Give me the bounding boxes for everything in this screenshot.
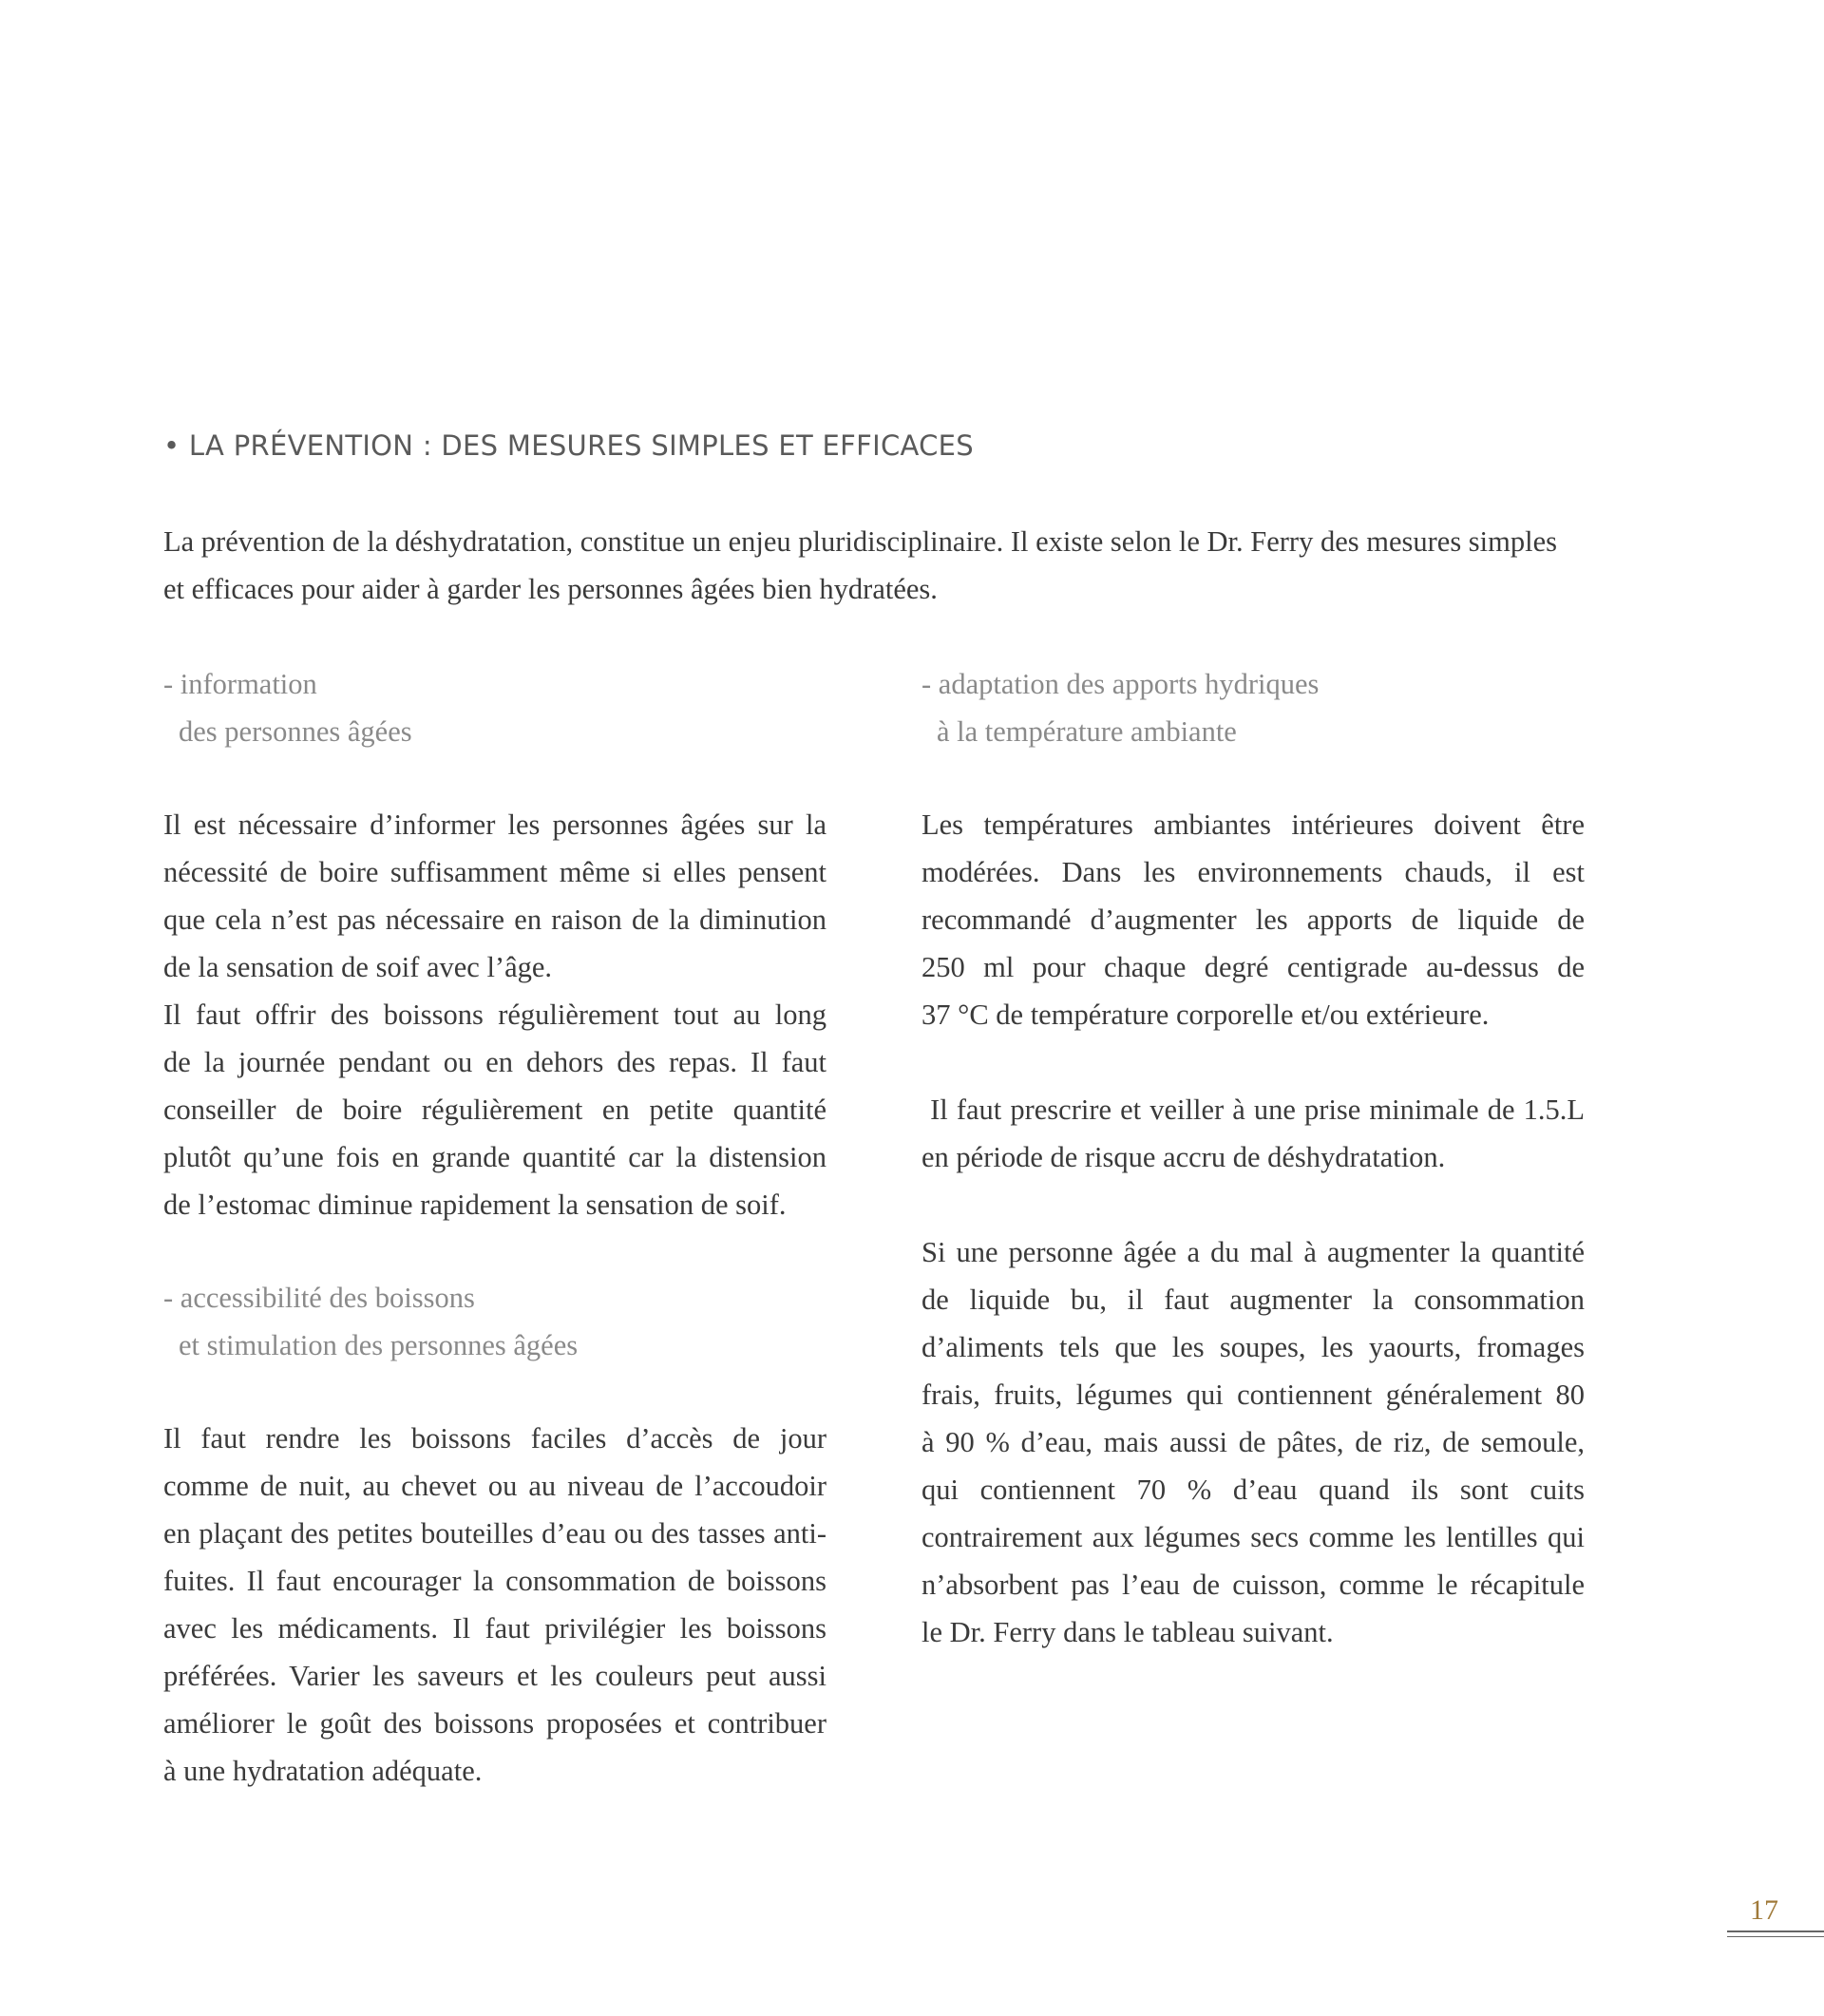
text-line: Il faut offrir des boissons régulièrement tout au long [163,998,826,1031]
text-line: Il est nécessaire d’informer les personnes âgées sur la [163,808,826,841]
text-line: de liquide bu, il faut augmenter la consommation [922,1284,1585,1316]
paragraph-information [163,801,826,1228]
text-line: contrairement aux légumes secs comme les lentilles qui [922,1521,1585,1553]
text-line: nécessité de boire suffisamment même si elles pensent [163,856,826,888]
spacer [922,1038,1585,1086]
text-line: n’absorbent pas l’eau de cuisson, comme le récapitule [922,1569,1585,1601]
subheading-line: et stimulation des personnes âgées [179,1329,579,1361]
text-line: recommandé d’augmenter les apports de liquide de [922,903,1585,936]
text-line: 37 °C de température corporelle et/ou extérieure. [922,998,1490,1031]
section-heading: • LA PRÉVENTION : DES MESURES SIMPLES ET EFFICACES [163,429,974,462]
right-column [922,660,1585,1656]
subheading-information [163,660,826,755]
text-line: Il faut rendre les boissons faciles d’accès de jour [163,1422,826,1455]
paragraph-accessibility [163,1415,826,1795]
text-line: conseiller de boire régulièrement en petite quantité [163,1094,826,1126]
text-line: Les températures ambiantes intérieures doivent être [922,808,1585,841]
subheading-line: - accessibilité des boissons [163,1282,475,1314]
spacer [163,1228,826,1274]
text-line: qui contiennent 70 % d’eau quand ils sont cuits [922,1474,1585,1506]
spacer [163,1369,826,1415]
paragraph-food-intake [922,1228,1585,1656]
subheading-line: - adaptation des apports hydriques [922,668,1320,700]
text-line: frais, fruits, légumes qui contiennent généralement 80 [922,1379,1585,1411]
intro-paragraph [163,518,1588,613]
text-line: avec les médicaments. Il faut privilégier les boissons [163,1612,826,1645]
paragraph-minimum-intake [922,1086,1585,1181]
text-line: en période de risque accru de déshydratation. [922,1141,1446,1173]
spacer [163,755,826,801]
text-line: à une hydratation adéquate. [163,1755,483,1787]
subheading-line: des personnes âgées [179,715,412,748]
paragraph-temperature [922,801,1585,1038]
text-line: 250 ml pour chaque degré centigrade au-dessus de [922,951,1585,983]
spacer [922,1181,1585,1228]
text-line: de la journée pendant ou en dehors des repas. Il faut [163,1046,826,1078]
footer-rule [1727,1930,1824,1932]
text-line: comme de nuit, au chevet ou au niveau de l’accoudoir [163,1470,826,1502]
left-column [163,660,826,1795]
spacer [922,755,1585,801]
subheading-line: à la température ambiante [937,715,1237,748]
text-line: le Dr. Ferry dans le tableau suivant. [922,1616,1334,1648]
text-line: à 90 % d’eau, mais aussi de pâtes, de riz, de semoule, [922,1426,1585,1458]
text-line: de la sensation de soif avec l’âge. [163,951,553,983]
text-line: modérées. Dans les environnements chauds, il est [922,856,1585,888]
text-line: préférées. Varier les saveurs et les couleurs peut aussi [163,1660,826,1692]
text-line: d’aliments tels que les soupes, les yaourts, fromages [922,1331,1585,1363]
intro-line: La prévention de la déshydratation, constitue un enjeu pluridisciplinaire. Il existe selon le Dr. Ferry des mesures simples [163,525,1558,558]
text-line: de l’estomac diminue rapidement la sensation de soif. [163,1189,787,1221]
subheading-temperature [922,660,1585,755]
text-line: Si une personne âgée a du mal à augmenter la quantité [922,1236,1585,1268]
text-line: en plaçant des petites bouteilles d’eau ou des tasses anti- [163,1517,826,1550]
subheading-line: - information [163,668,317,700]
intro-line: et efficaces pour aider à garder les personnes âgées bien hydratées. [163,573,938,605]
page-number: 17 [1750,1894,1778,1926]
text-line: plutôt qu’une fois en grande quantité car la distension [163,1141,826,1173]
text-line: que cela n’est pas nécessaire en raison de la diminution [163,903,826,936]
text-line: améliorer le goût des boissons proposées et contribuer [163,1707,826,1740]
text-line: Il faut prescrire et veiller à une prise minimale de 1.5.L [922,1094,1585,1126]
text-line: fuites. Il faut encourager la consommation de boissons [163,1565,826,1597]
subheading-accessibility [163,1274,826,1369]
footer-rule [1727,1936,1824,1937]
